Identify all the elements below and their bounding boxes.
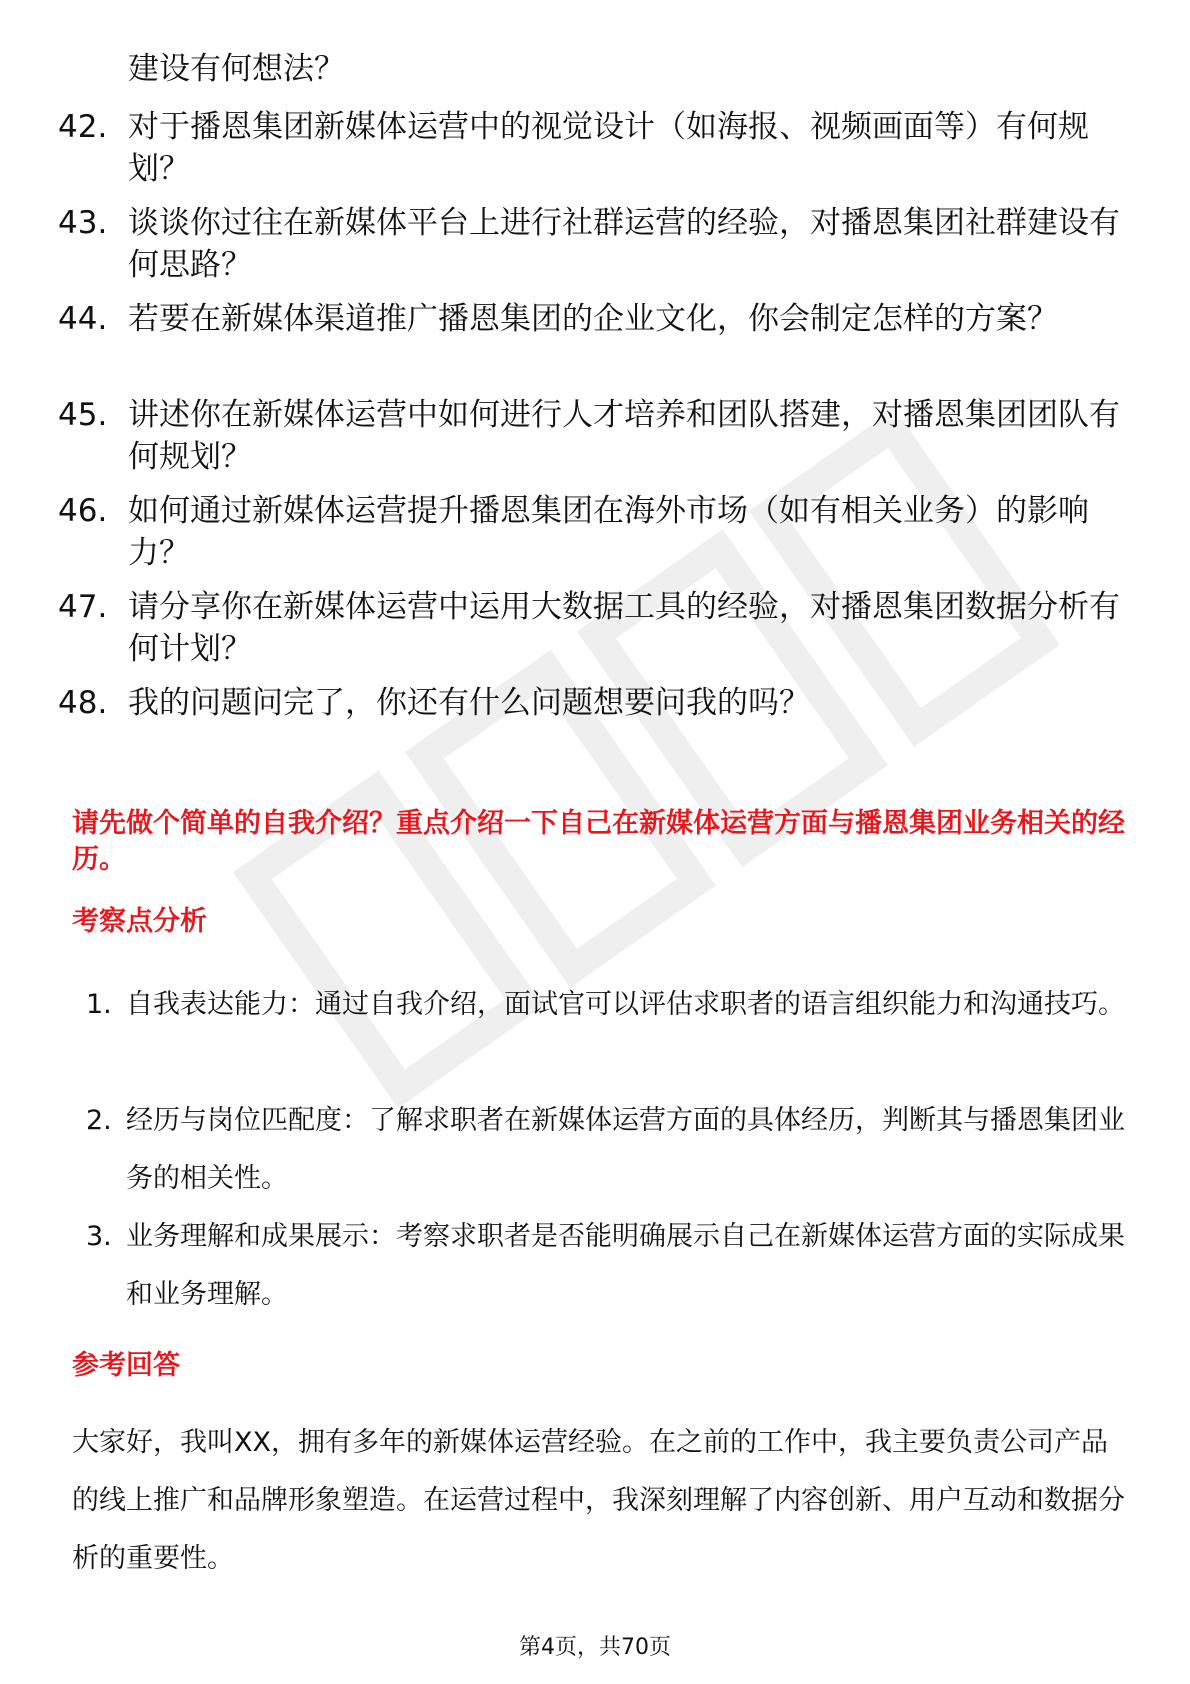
question-text: 如何通过新媒体运营提升播恩集团在海外市场（如有相关业务）的影响力？	[128, 493, 1089, 571]
analysis-title: 考察点分析	[72, 906, 207, 937]
page-footer: 第4页，共70页	[519, 1635, 671, 1660]
question-number: 48.	[58, 685, 108, 721]
question-number: 46.	[58, 493, 108, 529]
question-text: 对于播恩集团新媒体运营中的视觉设计（如海报、视频画面等）有何规划？	[128, 109, 1089, 187]
question-number: 45.	[58, 397, 108, 433]
point-number: 3.	[86, 1221, 112, 1252]
question-text: 讲述你在新媒体运营中如何进行人才培养和团队搭建，对播恩集团团队有何规划？	[128, 397, 1120, 475]
reference-title: 参考回答	[72, 1350, 180, 1381]
question-number: 47.	[58, 589, 108, 625]
question-text: 请分享你在新媒体运营中运用大数据工具的经验，对播恩集团数据分析有何计划？	[128, 589, 1120, 667]
point-text: 业务理解和成果展示：考察求职者是否能明确展示自己在新媒体运营方面的实际成果和业务理解。	[126, 1221, 1125, 1310]
question-text: 若要在新媒体渠道推广播恩集团的企业文化，你会制定怎样的方案？	[128, 301, 1058, 337]
question-text: 建设有何想法？	[128, 51, 345, 87]
question-text: 我的问题问完了，你还有什么问题想要问我的吗？	[128, 685, 810, 721]
question-text: 谈谈你过往在新媒体平台上进行社群运营的经验，对播恩集团社群建设有何思路？	[128, 205, 1120, 283]
point-number: 2.	[86, 1105, 112, 1136]
reference-answer: 大家好，我叫XX，拥有多年的新媒体运营经验。在之前的工作中，我主要负责公司产品的线上推广和品牌形象塑造。在运营过程中，我深刻理解了内容创新、用户互动和数据分析的重要性。	[72, 1427, 1125, 1574]
question-number: 42.	[58, 109, 108, 145]
highlight-question: 请先做个简单的自我介绍？重点介绍一下自己在新媒体运营方面与播恩集团业务相关的经历。	[72, 808, 1125, 875]
point-number: 1.	[86, 989, 112, 1020]
point-text: 经历与岗位匹配度：了解求职者在新媒体运营方面的具体经历，判断其与播恩集团业务的相关性。	[126, 1105, 1125, 1194]
question-number: 44.	[58, 301, 108, 337]
question-number: 43.	[58, 205, 108, 241]
point-text: 自我表达能力：通过自我介绍，面试官可以评估求职者的语言组织能力和沟通技巧。	[126, 989, 1125, 1020]
